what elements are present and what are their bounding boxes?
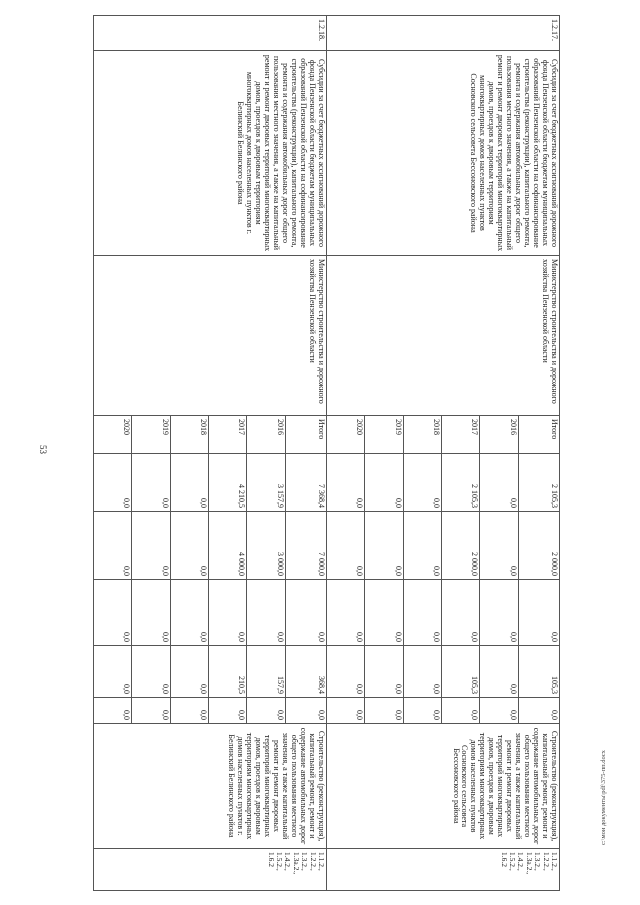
cell-total: 2 105,3 <box>441 454 479 512</box>
cell-total: 0,0 <box>480 454 518 512</box>
cell-total: 2 105,3 <box>518 454 559 512</box>
cell-c3: 0,0 <box>403 646 441 698</box>
cell-c2: 0,0 <box>441 580 479 646</box>
item-number: 1.2.18. <box>94 16 327 51</box>
cell-c1: 7 000,0 <box>285 512 326 580</box>
cell-c1: 4 000,0 <box>208 512 246 580</box>
cell-c3: 0,0 <box>94 646 132 698</box>
cell-c2: 0,0 <box>365 580 403 646</box>
cell-year: Итого <box>285 416 326 454</box>
cell-c2: 0,0 <box>132 580 170 646</box>
cell-c4: 0,0 <box>403 698 441 724</box>
cell-c2: 0,0 <box>247 580 285 646</box>
footer-path: c:\мои документы\pdf\375-пп.docx <box>600 750 607 845</box>
cell-c1: 2 000,0 <box>518 512 559 580</box>
cell-c4: 0,0 <box>441 698 479 724</box>
cell-c3: 368,4 <box>285 646 326 698</box>
cell-c3: 105,3 <box>441 646 479 698</box>
cell-year: 2017 <box>441 416 479 454</box>
cell-c2: 0,0 <box>94 580 132 646</box>
cell-c2: 0,0 <box>403 580 441 646</box>
cell-c2: 0,0 <box>285 580 326 646</box>
cell-c4: 0,0 <box>518 698 559 724</box>
cell-total: 3 157,9 <box>247 454 285 512</box>
cell-year: 2017 <box>208 416 246 454</box>
item-number: 1.2.17. <box>327 16 560 51</box>
cell-c4: 0,0 <box>365 698 403 724</box>
table-row <box>285 16 326 891</box>
cell-c4: 0,0 <box>247 698 285 724</box>
cell-c2: 0,0 <box>327 580 365 646</box>
cell-c4: 0,0 <box>285 698 326 724</box>
item-title: Субсидии за счет бюджетных ассигнований дорожного фонда Пензенской области бюджетам муниципальных образований Пензенской области на софинансирование строительства (реконструкции), капитального ремонта, ремонта и содержания автомобильных дорог общего пользования местного значения, а также на капитальный ремонт и ремонт дворовых территорий многоквартирных домов, проездов к дворовым территориям многоквартирных домов населенных пунктов Сосновского сельсовета Бессоновского района <box>327 51 560 256</box>
cell-c1: 2 000,0 <box>441 512 479 580</box>
cell-total: 0,0 <box>327 454 365 512</box>
item-executor: Министерство строительства и дорожного хозяйства Пензенской области <box>327 256 560 416</box>
item-title: Субсидии за счет бюджетных ассигнований дорожного фонда Пензенской области бюджетам муниципальных образований Пензенской области на софинансирование строительства (реконструкции), капитального ремонта, ремонта и содержания автомобильных дорог общего пользования местного значения, а также на капитальный ремонт и ремонт дворовых территорий многоквартирных домов, проездов к дворовым территориям многоквартирных домов населенных пунктов г. Белинский Белинского района <box>94 51 327 256</box>
cell-c1: 0,0 <box>94 512 132 580</box>
cell-total: 7 368,4 <box>285 454 326 512</box>
cell-c1: 0,0 <box>170 512 208 580</box>
cell-total: 0,0 <box>365 454 403 512</box>
table-body <box>94 16 560 891</box>
cell-c4: 0,0 <box>132 698 170 724</box>
cell-c1: 3 000,0 <box>247 512 285 580</box>
cell-c3: 0,0 <box>480 646 518 698</box>
cell-year: 2016 <box>247 416 285 454</box>
page-number: 53 <box>38 445 48 454</box>
cell-total: 4 210,5 <box>208 454 246 512</box>
cell-c4: 0,0 <box>170 698 208 724</box>
item-result: Строительство (реконструкция), капитальный ремонт, ремонт и содержание автомобильных дорог общего пользования местного значения, а также капитальный ремонт и ремонт дворовых территорий многоквартирных домов, проездов к дворовым территориям многоквартирных домов населенных пунктов Сосновского сельсовета Бессоновского района <box>327 724 560 849</box>
cell-c1: 0,0 <box>327 512 365 580</box>
cell-c3: 210,5 <box>208 646 246 698</box>
cell-c4: 0,0 <box>327 698 365 724</box>
cell-year: 2019 <box>365 416 403 454</box>
cell-c1: 0,0 <box>480 512 518 580</box>
item-result: Строительство (реконструкция), капитальный ремонт, ремонт и содержание автомобильных дорог общего пользования местного значения, а также капитальный ремонт и ремонт дворовых территорий многоквартирных домов, проездов к дворовым территориям многоквартирных домов населенных пунктов г. Белинский Белинского района <box>94 724 327 849</box>
table-row <box>518 16 559 891</box>
cell-total: 0,0 <box>403 454 441 512</box>
cell-c4: 0,0 <box>480 698 518 724</box>
cell-c3: 105,3 <box>518 646 559 698</box>
cell-c2: 0,0 <box>518 580 559 646</box>
cell-year: 2020 <box>94 416 132 454</box>
cell-c2: 0,0 <box>480 580 518 646</box>
cell-c4: 0,0 <box>94 698 132 724</box>
item-executor: Министерство строительства и дорожного хозяйства Пензенской области <box>94 256 327 416</box>
cell-total: 0,0 <box>94 454 132 512</box>
cell-year: 2020 <box>327 416 365 454</box>
rotated-page <box>74 0 634 905</box>
cell-c1: 0,0 <box>132 512 170 580</box>
cell-c1: 0,0 <box>403 512 441 580</box>
cell-c3: 0,0 <box>132 646 170 698</box>
cell-c3: 157,9 <box>247 646 285 698</box>
cell-total: 0,0 <box>132 454 170 512</box>
cell-c2: 0,0 <box>208 580 246 646</box>
program-table <box>93 15 560 891</box>
cell-year: 2016 <box>480 416 518 454</box>
cell-year: 2018 <box>170 416 208 454</box>
cell-c4: 0,0 <box>208 698 246 724</box>
cell-year: Итого <box>518 416 559 454</box>
item-indicator-codes: 1.1.2., 1.2.2., 1.3.2., 1.3а.2., 1.4.2., 1.5.2., 1.6.2 <box>327 849 560 891</box>
cell-c1: 0,0 <box>365 512 403 580</box>
cell-c3: 0,0 <box>327 646 365 698</box>
cell-year: 2019 <box>132 416 170 454</box>
item-indicator-codes: 1.1.2., 1.2.2., 1.3.2., 1.3а.2., 1.4.2., 1.5.2., 1.6.2 <box>94 849 327 891</box>
cell-total: 0,0 <box>170 454 208 512</box>
cell-year: 2018 <box>403 416 441 454</box>
cell-c3: 0,0 <box>170 646 208 698</box>
cell-c3: 0,0 <box>365 646 403 698</box>
cell-c2: 0,0 <box>170 580 208 646</box>
